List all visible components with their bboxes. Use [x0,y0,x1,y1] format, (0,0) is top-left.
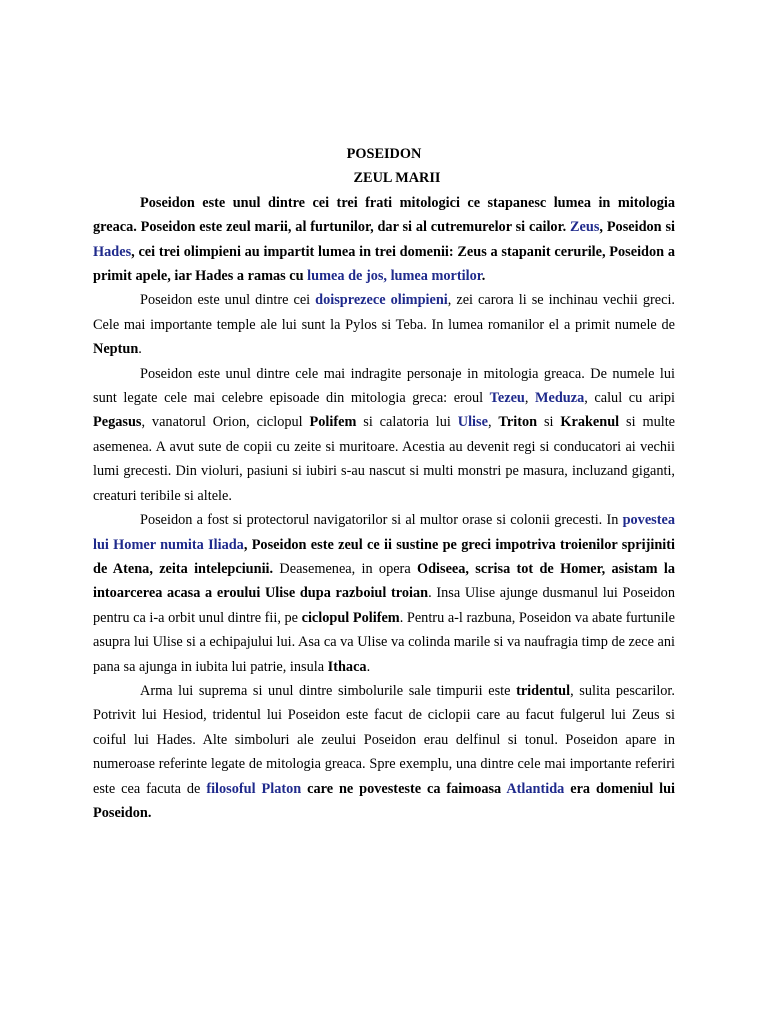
text-run: , vanatorul Orion, ciclopul [141,414,310,431]
text-run: care ne povesteste ca faimoasa [301,780,507,797]
text-run: Odiseea, scrisa tot de Homer, asistam la intoarcerea acasa a eroului Ulise dupa razboiul troian [93,560,675,602]
document-page [93,0,675,825]
text-run: , [487,414,499,431]
document-subtitle: ZEUL MARII [353,170,441,187]
text-run: , Poseidon este zeul ce ii sustine pe greci impotriva troienilor sprijiniti de Atena, zeita intelepciunii. [93,536,675,577]
hyperlink[interactable]: Tezeu [489,390,525,407]
hyperlink[interactable]: doisprezece olimpieni [315,292,448,309]
text-run: , Poseidon si [599,219,675,236]
text-run: Triton [498,414,538,431]
text-run: , sulita pescarilor. Potrivit lui Hesiod, tridentul lui Poseidon este facut de ciclopii care au facut fulgerul lui Zeus si coiful lui Hades. Alte simboluri ale zeului Poseidon erau delfinul si tonul. Poseidon apare in numeroase referinte legate de mitologia greaca. Spre exemplu, una dintre cele mai importante referiri este cea facuta de [93,682,675,797]
hyperlink[interactable]: Hades [93,243,132,260]
paragraph [93,679,675,825]
paragraph [93,362,675,508]
hyperlink[interactable]: Ulise [457,414,488,431]
text-run: Arma lui suprema si unul dintre simbolurile sale timpurii este [140,682,517,699]
text-run: Krakenul [560,414,620,431]
text-run: si [537,414,561,431]
text-run: tridentul [516,682,571,699]
text-run: si calatoria lui [356,414,458,431]
text-run: . Insa Ulise ajunge dusmanul lui Poseidon pentru ca i-a orbit unul dintre fii, pe [93,585,675,626]
text-run: , calul cu aripi [584,390,675,407]
text-run: , zei carora li se inchinau vechii greci. Cele mai importante temple ale lui sunt la Pylos si Teba. In lumea romanilor el a primit numele de [93,292,675,333]
hyperlink[interactable]: povestea lui Homer numita Iliada [93,512,675,553]
text-run: Polifem [309,414,357,431]
text-run: ciclopul Polifem [301,609,400,626]
paragraph [93,191,675,289]
text-run: . [138,341,142,358]
text-run: . Pentru a-l razbuna, Poseidon va abate furtunile asupra lui Ulise si a echipajului lui. Asa ca va Ulise va colinda marile si va naufragia timp de zece ani pana sa ajunga in iubita lui patrie, insula [93,609,676,675]
text-run: Poseidon este unul dintre cei trei frati mitologici ce stapanesc lumea in mitologia greaca. Poseidon este zeul marii, al furtunilor, dar si al cutremurelor si cailor. [93,194,675,236]
text-run: era domeniul lui Poseidon. [93,780,675,821]
hyperlink[interactable]: lumea de jos, lumea mortilor [307,268,482,285]
text-run: Poseidon este unul dintre cei [140,292,316,309]
text-run: , cei trei olimpieni au impartit lumea in trei domenii: Zeus a stapanit cerurile, Poseidon a primit apele, iar Hades a ramas cu [93,243,675,285]
text-run: Pegasus [93,414,142,431]
hyperlink[interactable]: filosoful Platon [206,780,302,797]
text-run: Neptun [93,341,139,358]
text-run: si multe asemenea. A avut sute de copii cu zeite si muritoare. Acestia au devenit regi si conducatori ai vechii lumi grecesti. Din violuri, pasiuni si iubiri s-au nascut si multi monstri pe masura, incluzand giganti, creaturi teribile si altele. [93,414,676,504]
text-run: Poseidon este unul dintre cele mai indragite personaje in mitologia greaca. De numele lui sunt legate cele mai celebre episoade din mitologia greca: eroul [93,365,675,407]
paragraph [93,288,675,361]
hyperlink[interactable]: Atlantida [506,780,565,797]
text-run: Poseidon a fost si protectorul navigatorilor si al multor orase si colonii grecesti. In [140,512,623,529]
document-title: POSEIDON [346,146,422,162]
hyperlink[interactable]: Zeus [570,219,600,236]
text-run: Ithaca [327,658,367,675]
text-run: Deasemenea, in opera [273,560,417,577]
text-run: . [481,268,486,285]
text-run: , [524,390,536,407]
text-run: . [366,658,371,675]
hyperlink[interactable]: Meduza [535,390,585,407]
document-body [93,191,675,826]
paragraph [93,508,675,679]
